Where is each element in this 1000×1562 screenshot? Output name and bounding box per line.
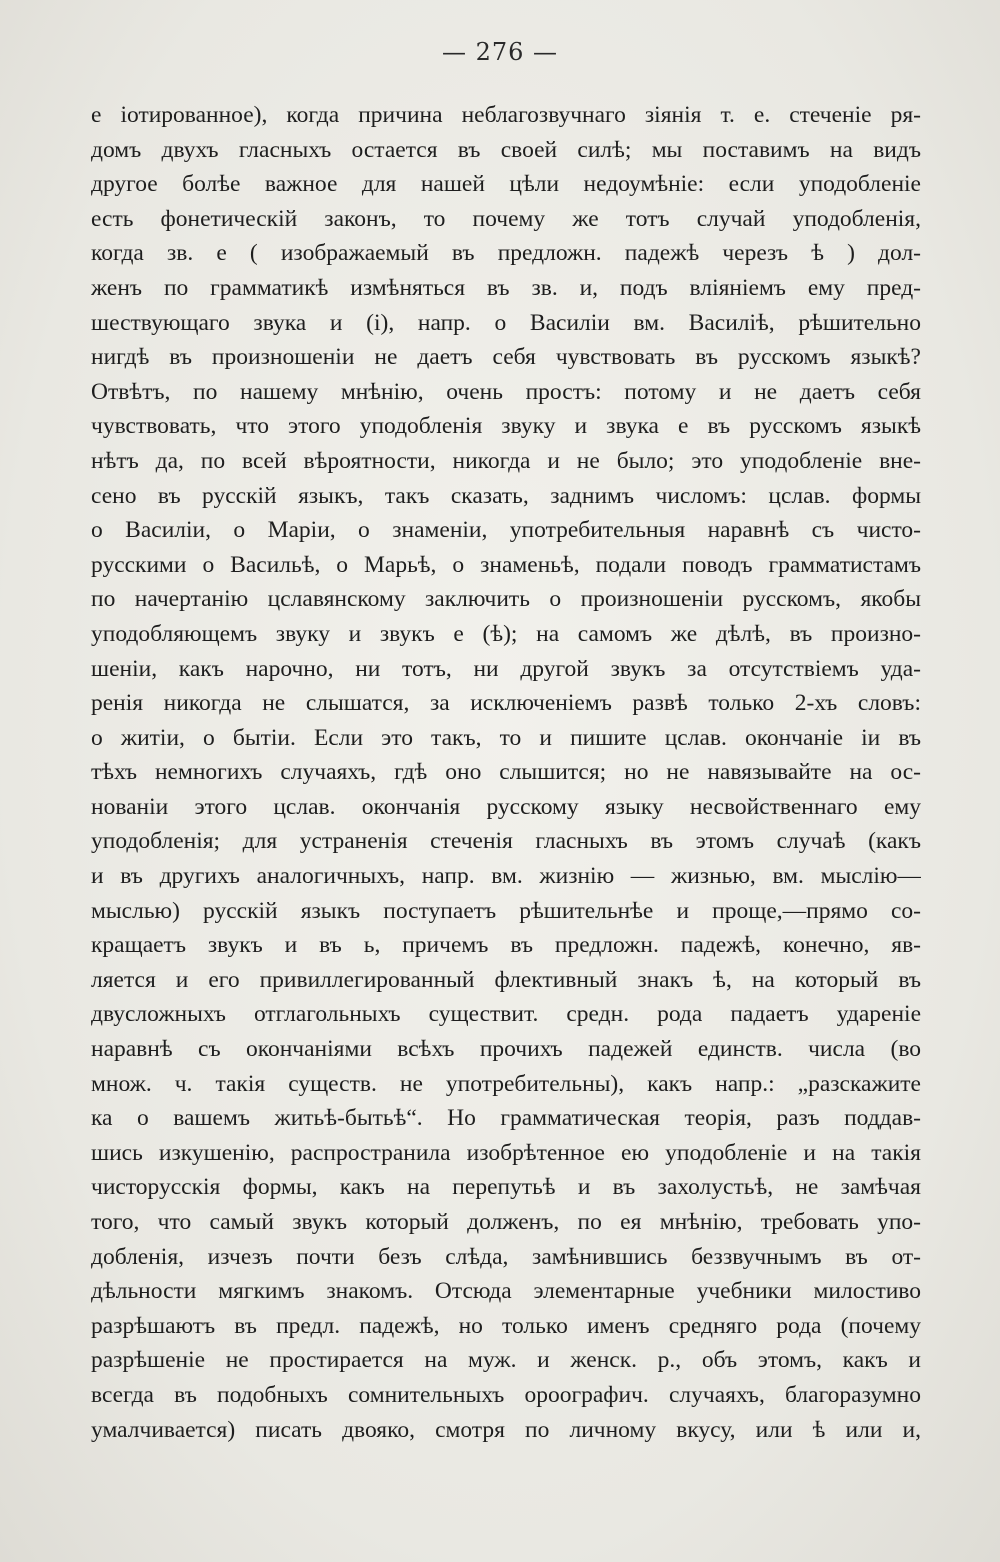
text-line: нованiи этого цслав. окончанiя русскому языку несвойственнаго ему xyxy=(91,793,921,820)
text-line: шествующаго звука и (i), напр. о Василiи вм. Василiѣ, рѣшительно xyxy=(91,309,921,336)
text-line: есть фонетическiй законъ, то почему же тотъ случай уподобленiя, xyxy=(91,205,921,232)
text-line: тѣхъ немногихъ случаяхъ, гдѣ оно слышится; но не навязывайте на ос- xyxy=(91,759,921,786)
text-line: ка о вашемъ житьѣ-бытьѣ“. Но грамматическая теорiя, разъ поддав- xyxy=(91,1105,921,1132)
text-line: Отвѣтъ, по нашему мнѣнiю, очень простъ: потому и не даетъ себя xyxy=(91,378,921,405)
page-body-text xyxy=(91,98,921,1447)
text-line: е iотированное), когда причина неблагозвучнаго зiянiя т. е. стеченiе ря- xyxy=(91,102,921,128)
text-line: разрѣшенiе не простирается на муж. и женск. р., объ этомъ, какъ и xyxy=(91,1347,921,1374)
text-line: домъ двухъ гласныхъ остается въ своей силѣ; мы поставимъ на видъ xyxy=(91,136,921,163)
text-line: двусложныхъ отглагольныхъ существит. средн. рода падаетъ ударенiе xyxy=(91,1001,921,1028)
text-line: ляется и его привиллегированный флективный знакъ ѣ, на который въ xyxy=(91,966,921,993)
page-number: — 276 — xyxy=(441,38,559,66)
text-line: разрѣшаютъ въ предл. падежѣ, но только именъ средняго рода (почему xyxy=(91,1312,921,1339)
text-line: другое болѣе важное для нашей цѣли недоумѣнiе: если уподобленiе xyxy=(91,171,921,198)
text-line: того, что самый звукъ который долженъ, по ея мнѣнiю, требовать упо- xyxy=(91,1209,921,1235)
text-line: мыслью) русскiй языкъ поступаетъ рѣшительнѣе и проще,—прямо со- xyxy=(91,897,921,924)
text-line: о Василiи, о Марiи, о знаменiи, употребительныя наравнѣ съ чисто- xyxy=(91,517,921,544)
text-line: по начертанiю цславянскому заключить о произношенiи русскомъ, якобы xyxy=(91,586,921,613)
text-line: чувствовать, что этого уподобленiя звуку и звука е въ русскомъ языкѣ xyxy=(91,413,921,440)
text-line: уподобленiя; для устраненiя стеченiя гласныхъ въ этомъ случаѣ (какъ xyxy=(91,828,921,855)
text-line: шись изкушенiю, распространила изобрѣтенное ею уподобленiе и на такiя xyxy=(91,1139,921,1166)
text-line: добленiя, изчезъ почти безъ слѣда, замѣнившись беззвучнымъ въ от- xyxy=(91,1243,921,1270)
text-line: множ. ч. такiя существ. не употребительны), какъ напр.: „разскажите xyxy=(91,1070,921,1097)
text-line: о житiи, о бытiи. Если это такъ, то и пишите цслав. окончанiе iи въ xyxy=(91,724,921,751)
text-line: женъ по грамматикѣ измѣняться въ зв. и, подъ влiянiемъ ему пред- xyxy=(91,274,921,301)
text-line: и въ другихъ аналогичныхъ, напр. вм. жизнiю — жизнью, вм. мыслiю— xyxy=(91,863,921,890)
text-line: нигдѣ въ произношенiи не даетъ себя чувствовать въ русскомъ языкѣ? xyxy=(91,344,921,371)
text-line: дѣльности мягкимъ знакомъ. Отсюда элементарные учебники милостиво xyxy=(91,1278,921,1305)
text-line: умалчивается) писать двояко, смотря по личному вкусу, или ѣ или и, xyxy=(91,1416,921,1443)
text-line: уподобляющемъ звуку и звукъ е (ѣ); на самомъ же дѣлѣ, въ произно- xyxy=(91,620,921,647)
text-line: сено въ русскiй языкъ, такъ сказать, заднимъ числомъ: цслав. формы xyxy=(91,482,921,509)
text-line: ренiя никогда не слышатся, за исключенiемъ развѣ только 2-хъ словъ: xyxy=(91,690,921,717)
text-line: кращаетъ звукъ и въ ь, причемъ въ предложн. падежѣ, конечно, яв- xyxy=(91,932,921,959)
text-line: чисторусскiя формы, какъ на перепутьѣ и въ захолустьѣ, не замѣчая xyxy=(91,1174,921,1201)
text-line: когда зв. е ( изображаемый въ предложн. падежѣ черезъ ѣ ) дол- xyxy=(91,240,921,267)
text-line: русскими о Васильѣ, о Марьѣ, о знаменьѣ, подали поводъ грамматистамъ xyxy=(91,551,921,578)
text-line: нѣтъ да, по всей вѣроятности, никогда и не было; это уподобленiе вне- xyxy=(91,447,921,474)
text-line: наравнѣ съ окончанiями всѣхъ прочихъ падежей единств. числа (во xyxy=(91,1036,921,1063)
text-line: всегда въ подобныхъ сомнительныхъ ороографич. случаяхъ, благоразумно xyxy=(91,1381,921,1408)
text-line: шенiи, какъ нарочно, ни тотъ, ни другой звукъ за отсутствiемъ уда- xyxy=(91,655,921,682)
